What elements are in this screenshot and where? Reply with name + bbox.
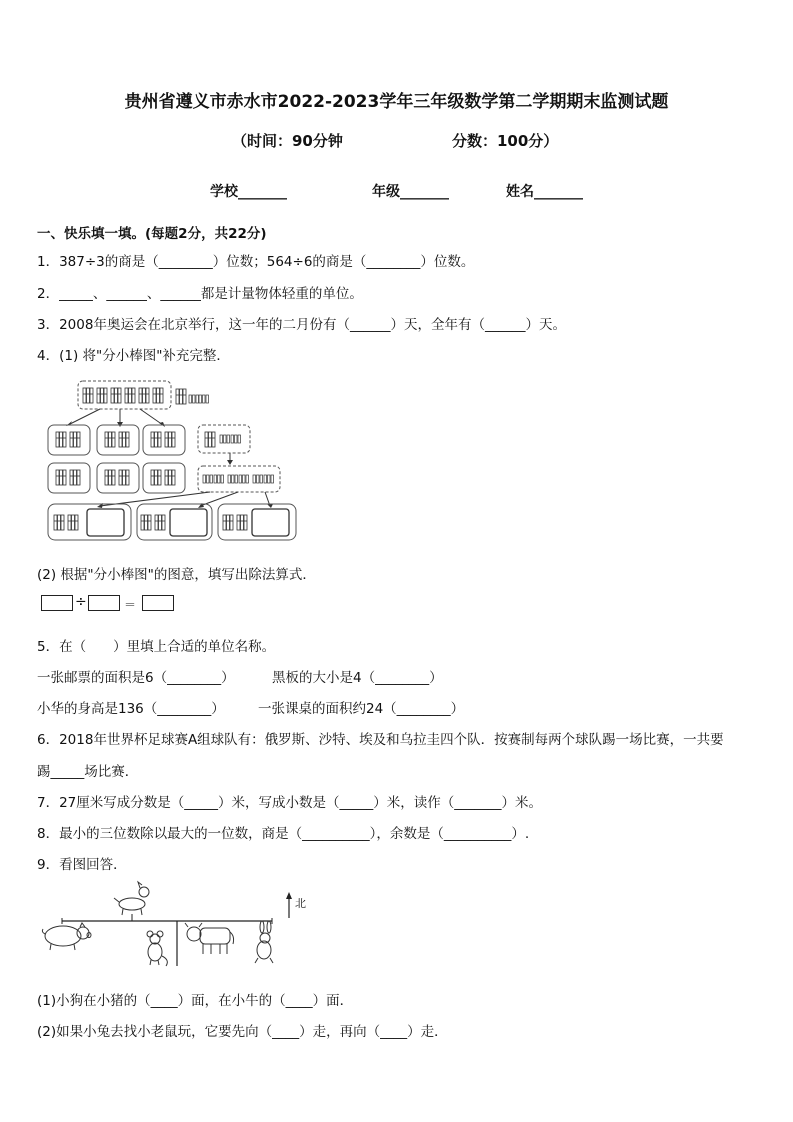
question-3: 3．2008年奥运会在北京举行，这一年的二月份有（______）天，全年有（______）天。 (37, 317, 566, 333)
mouse-icon (147, 931, 167, 966)
dog-icon (114, 882, 149, 915)
north-label: 北 (295, 897, 306, 910)
divide-sign: ÷ (75, 594, 87, 610)
question-9-part-1: (1)小狗在小猪的（____）面，在小牛的（____）面． (37, 993, 354, 1009)
question-2: 2．_____、______、______都是计量物体轻重的单位。 (37, 286, 363, 302)
question-4-part-2: (2) 根据"分小棒图"的图意，填写出除法算式． (37, 567, 316, 583)
equals-sign: ＝ (124, 598, 137, 612)
cow-icon (185, 923, 234, 954)
question-6-line-2: 踢_____场比赛． (37, 764, 139, 780)
question-6-line-1: 6．2018年世界杯足球赛A组球队有：俄罗斯、沙特、埃及和乌拉圭四个队．按赛制每两个球队踢一场比赛，一共要 (37, 732, 724, 748)
quotient-box[interactable] (142, 595, 174, 611)
score-label: 分数：100分） (452, 132, 559, 150)
grade-field[interactable]: 年级_______ (372, 184, 449, 200)
question-5-a: 一张邮票的面积是6（________） (37, 670, 235, 686)
question-5-c: 小华的身高是136（________） (37, 701, 225, 717)
pig-icon (42, 923, 91, 950)
stick-division-diagram (40, 374, 310, 544)
school-field[interactable]: 学校_______ (210, 184, 287, 200)
name-field[interactable]: 姓名_______ (506, 184, 583, 200)
dividend-box[interactable] (41, 595, 73, 611)
question-8: 8．最小的三位数除以最大的一位数，商是（__________），余数是（__________）. (37, 826, 530, 842)
question-5-b: 黑板的大小是4（________） (272, 670, 443, 686)
question-9: 9．看图回答． (37, 857, 127, 873)
rabbit-icon (255, 921, 273, 963)
question-5-d: 一张课桌的面积约24（________） (258, 701, 465, 717)
question-7: 7．27厘米写成分数是（_____）米，写成小数是（_____）米，读作（_______）米。 (37, 795, 543, 811)
time-label: （时间：90分钟 (232, 132, 343, 150)
question-9-part-2: (2)如果小兔去找小老鼠玩，它要先向（____）走，再向（____）走． (37, 1024, 448, 1040)
question-4-part-1: 4．(1) 将"分小棒图"补充完整． (37, 348, 230, 364)
question-5: 5．在（ ）里填上合适的单位名称。 (37, 639, 276, 655)
divisor-box[interactable] (88, 595, 120, 611)
page-title: 贵州省遵义市赤水市2022-2023学年三年级数学第二学期期末监测试题 (124, 92, 669, 112)
question-1: 1．387÷3的商是（________）位数；564÷6的商是（________）位数。 (37, 254, 475, 270)
animal-direction-diagram (36, 878, 326, 973)
section-heading: 一、快乐填一填。(每题2分，共22分) (37, 226, 267, 242)
